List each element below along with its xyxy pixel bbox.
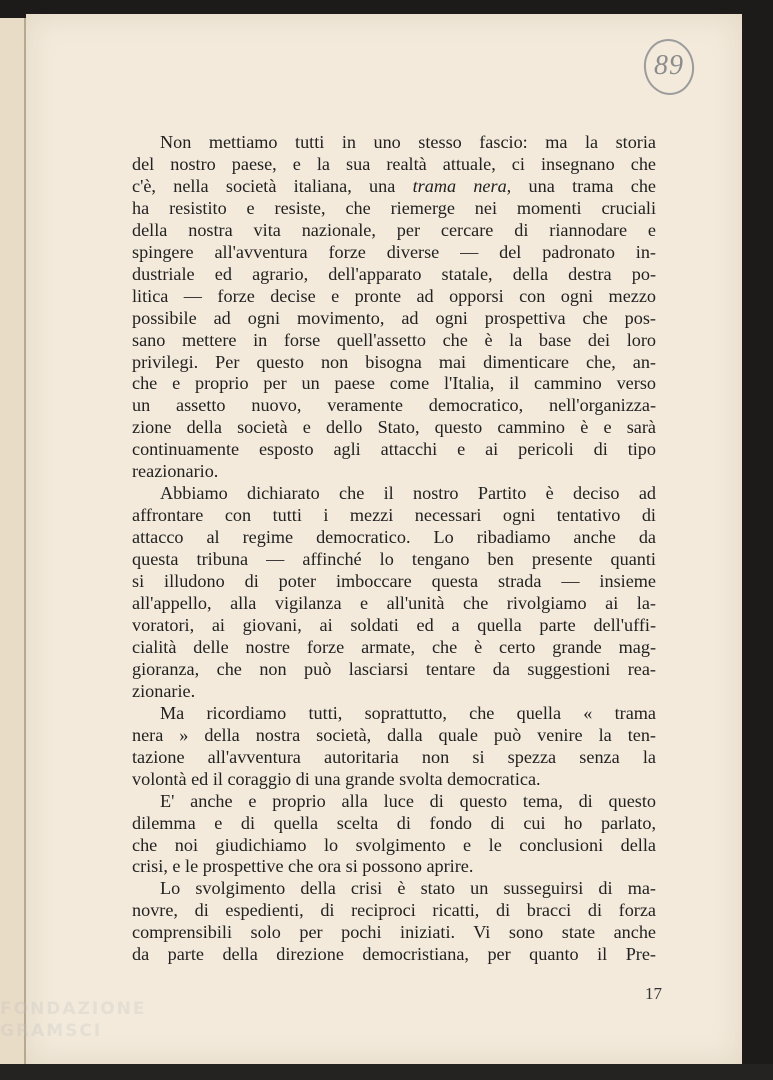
text-line: Abbiamo dichiarato che il nostro Partito è deciso ad (160, 483, 656, 504)
text-line: Ma ricordiamo tutti, soprattutto, che quella « trama (160, 702, 656, 723)
text-line: del nostro paese, e la sua realtà attuale, ci insegnano che (132, 153, 656, 174)
text-line: volontà ed il coraggio di una grande svolta democratica. (132, 768, 541, 789)
text-line: spingere all'avventura forze diverse — del padronato in- (132, 241, 656, 262)
text-line: privilegi. Per questo non bisogna mai dimenticare che, an- (132, 351, 656, 372)
text-line: affrontare con tutti i mezzi necessari ogni tentativo di (132, 505, 656, 526)
text-line: gioranza, che non può lasciarsi tentare da suggestioni rea- (132, 658, 656, 679)
text-line: all'appello, alla vigilanza e all'unità che rivolgiamo ai la- (132, 593, 656, 614)
text-line: cialità delle nostre forze armate, che è certo grande mag- (132, 636, 656, 657)
text-line: della nostra vita nazionale, per cercare di riannodare e (132, 219, 656, 240)
text-line: sano mettere in forse quell'assetto che è la base dei loro (132, 329, 656, 350)
text-line: attacco al regime democratico. Lo ribadiamo anche da (132, 527, 656, 548)
paragraph (132, 132, 656, 483)
text-line: Non mettiamo tutti in uno stesso fascio: ma la storia (160, 132, 656, 152)
text-line: possibile ad ogni movimento, ad ogni prospettiva che pos- (132, 307, 656, 328)
text-line: zionarie. (132, 680, 196, 701)
handwritten-folio-number (640, 36, 698, 98)
watermark-line: GRAMSCI (0, 1021, 103, 1041)
text-line: voratori, ai giovani, ai soldati ed a quella parte dell'uffi- (132, 614, 656, 635)
text-line: crisi, e le prospettive che ora si possono aprire. (132, 856, 474, 877)
watermark (0, 998, 200, 1042)
text-line: E' anche e proprio alla luce di questo tema, di questo (160, 790, 656, 811)
text-line: Lo svolgimento della crisi è stato un susseguirsi di ma- (160, 878, 656, 899)
text-line: un assetto nuovo, veramente democratico, nell'organizza- (132, 395, 656, 416)
text-line: dustriale ed agrario, dell'apparato statale, della destra po- (132, 263, 656, 284)
text-line: continuamente esposto agli attacchi e ai pericoli di tipo (132, 439, 656, 460)
scan-background-bottom (0, 1064, 773, 1080)
folio-number-text: 89 (654, 50, 684, 81)
text-line: si illudono di poter imboccare questa strada — insieme (132, 571, 656, 592)
body-text (132, 132, 656, 966)
emphasized-phrase: trama nera, (412, 175, 512, 196)
previous-page-edge (0, 18, 26, 1064)
text-line: novre, di espedienti, di reciproci ricatti, di bracci di forza (132, 900, 656, 921)
text-line: da parte della direzione democristiana, per quanto il Pre- (132, 944, 656, 965)
page-number: 17 (645, 984, 662, 1003)
text-line: dilemma e di quella scelta di fondo di cui ho parlato, (132, 812, 656, 833)
watermark-line: FONDAZIONE (0, 999, 147, 1019)
text-line: reazionario. (132, 461, 219, 482)
text-line: questa tribuna — affinché lo tengano ben presente quanti (132, 549, 656, 570)
text-line: zione della società e dello Stato, questo cammino è e sarà (132, 417, 656, 438)
paragraph (132, 791, 656, 879)
text-line: comprensibili solo per pochi iniziati. Vi sono state anche (132, 922, 656, 943)
text-line: tazione all'avventura autoritaria non si spezza senza la (132, 746, 656, 767)
text-line: nera » della nostra società, dalla quale può venire la ten- (132, 724, 656, 745)
paragraph (132, 483, 656, 703)
text-line: ha resistito e resiste, che riemerge nei momenti cruciali (132, 197, 656, 218)
text-line: litica — forze decise e pronte ad opporsi con ogni mezzo (132, 285, 656, 306)
text-line: c'è, nella società italiana, una trama nera, una trama che (132, 175, 657, 196)
text-line: che e proprio per un paese come l'Italia, il cammino verso (132, 373, 656, 394)
paragraph (132, 878, 656, 966)
paragraph (132, 703, 656, 791)
text-line: che noi giudichiamo lo svolgimento e le conclusioni della (132, 834, 656, 855)
